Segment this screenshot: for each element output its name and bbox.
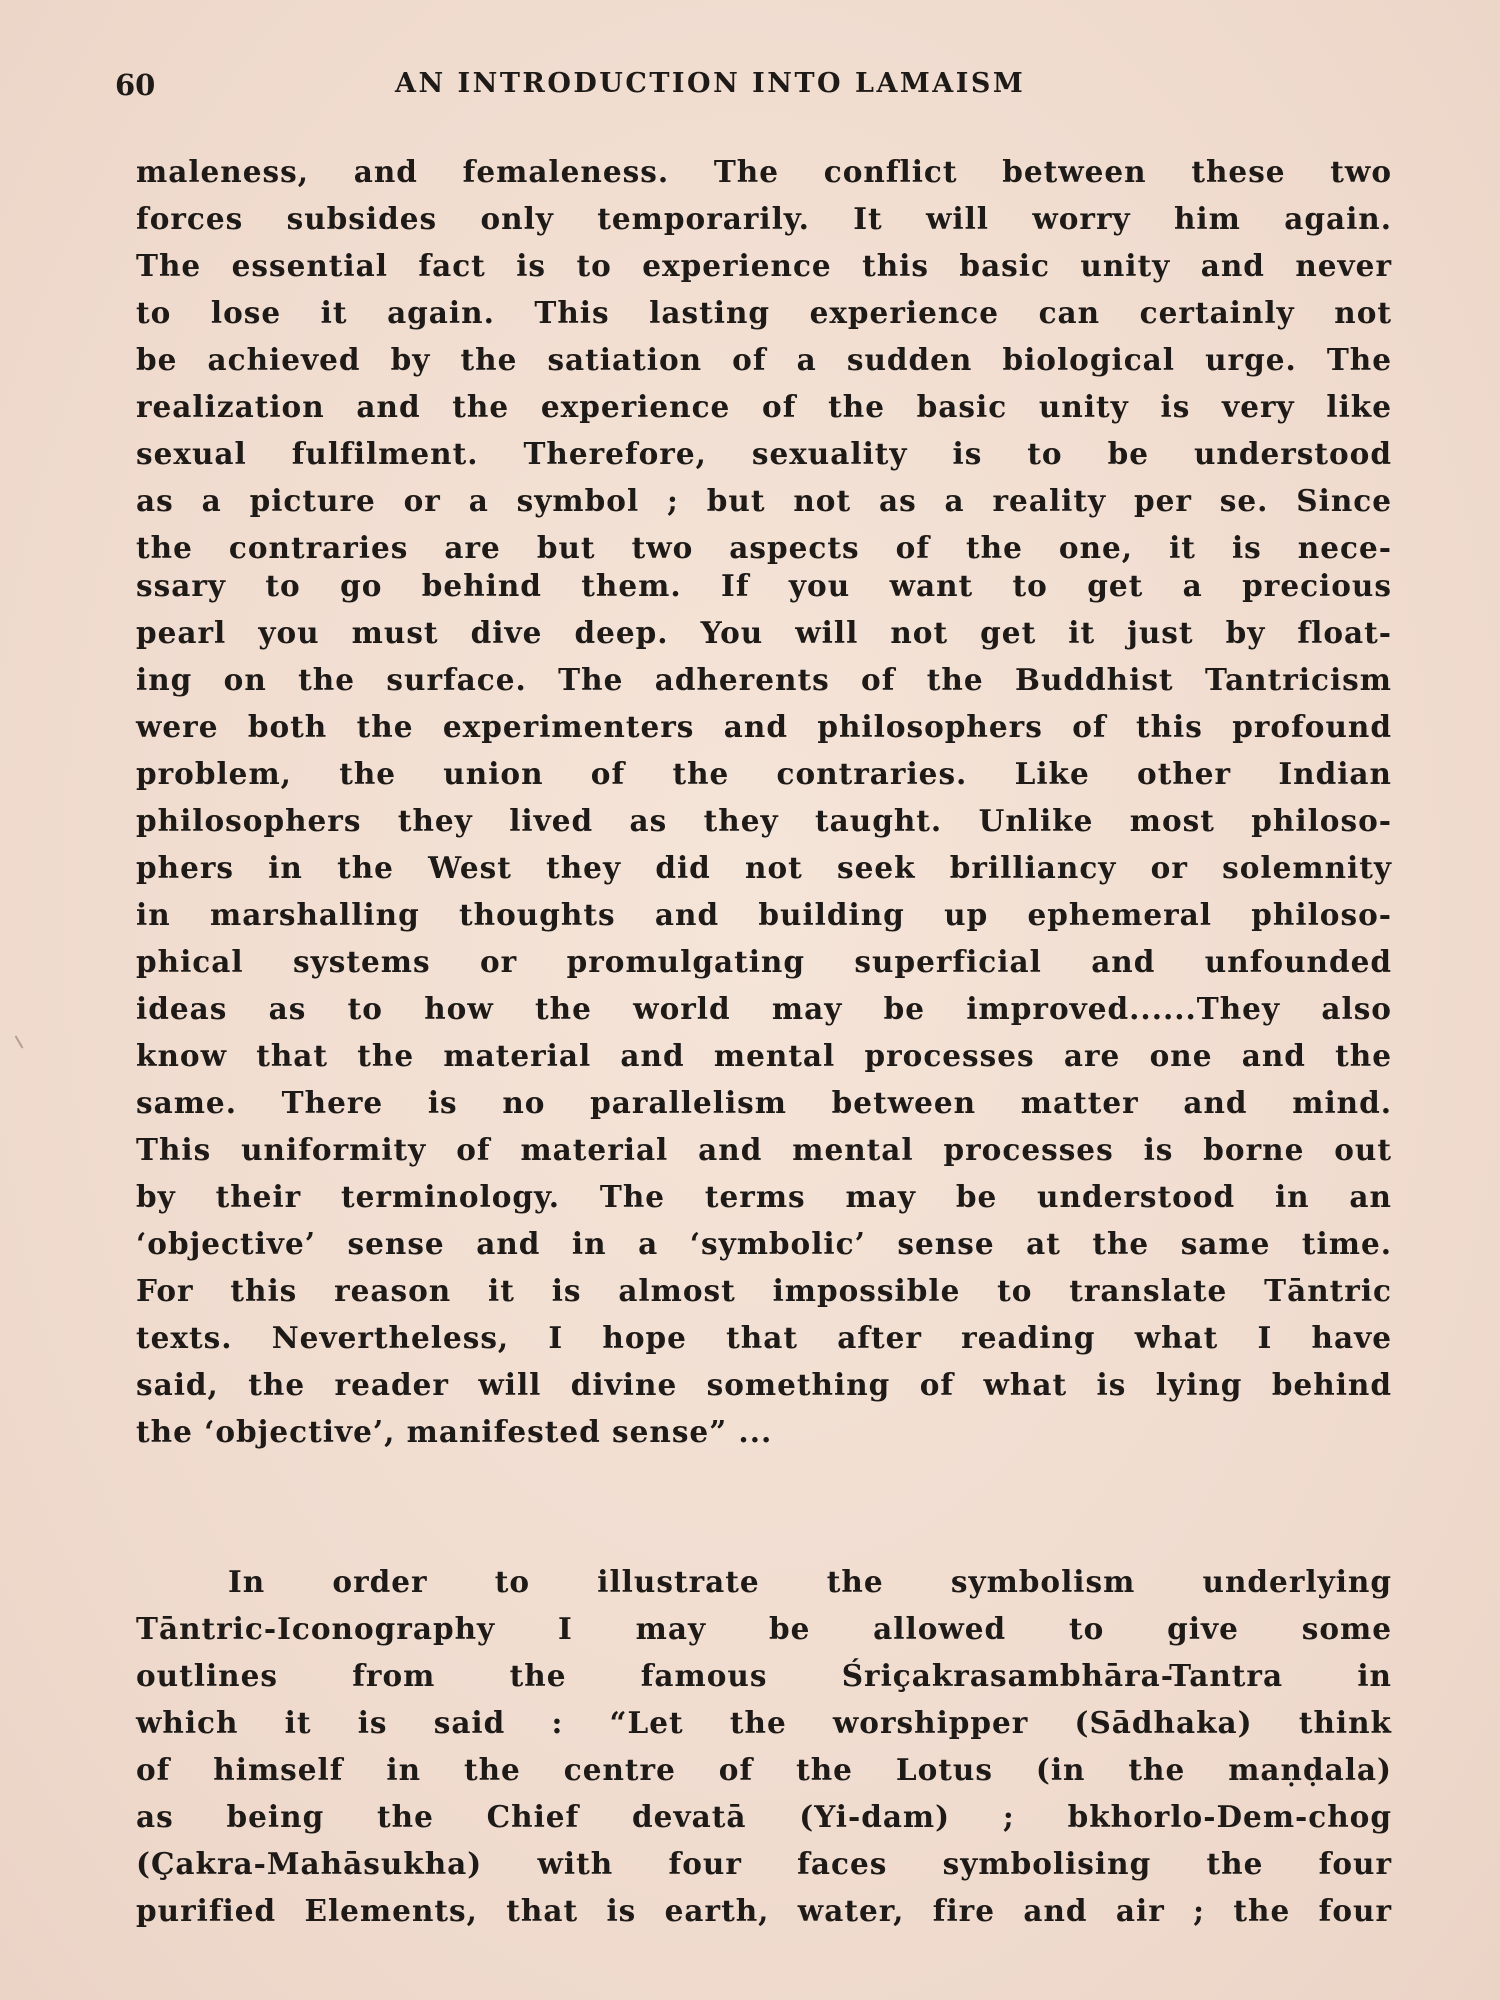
text-line: by their terminology. The terms may be understood in an — [136, 1179, 1392, 1214]
page-header — [115, 68, 1390, 108]
text-line: philosophers they lived as they taught. Unlike most philoso- — [136, 803, 1392, 838]
text-line: Tāntric-Iconography I may be allowed to give some — [136, 1611, 1392, 1646]
paper-speck — [15, 1035, 24, 1048]
text-line: as a picture or a symbol ; but not as a reality per se. Since — [136, 483, 1392, 518]
text-line: the ‘objective’, manifested sense” ... — [136, 1414, 773, 1449]
text-line: be achieved by the satiation of a sudden biological urge. The — [136, 342, 1392, 377]
text-line: phical systems or promulgating superficial and unfounded — [136, 944, 1392, 979]
text-line: of himself in the centre of the Lotus (in the maṇḍala) — [136, 1752, 1392, 1787]
text-line: ssary to go behind them. If you want to get a precious — [136, 568, 1392, 603]
text-line: maleness, and femaleness. The conflict between these two — [136, 154, 1392, 189]
text-line: The essential fact is to experience this basic unity and never — [136, 248, 1392, 283]
text-line: This uniformity of material and mental processes is borne out — [136, 1132, 1392, 1167]
text-line: ‘objective’ sense and in a ‘symbolic’ sense at the same time. — [136, 1226, 1392, 1261]
text-line: were both the experimenters and philosophers of this profound — [136, 709, 1392, 744]
text-line: in marshalling thoughts and building up ephemeral philoso- — [136, 897, 1392, 932]
text-line: purified Elements, that is earth, water, fire and air ; the four — [136, 1893, 1392, 1928]
page-number: 60 — [115, 68, 156, 102]
text-line: (Çakra-Mahāsukha) with four faces symbolising the four — [136, 1846, 1392, 1881]
text-line: forces subsides only temporarily. It will worry him again. — [136, 201, 1392, 236]
text-line: For this reason it is almost impossible to translate Tāntric — [136, 1273, 1392, 1308]
text-line: said, the reader will divine something of what is lying behind — [136, 1367, 1392, 1402]
running-head: AN INTRODUCTION INTO LAMAISM — [395, 68, 1026, 99]
text-line: problem, the union of the contraries. Like other Indian — [136, 756, 1392, 791]
text-line: phers in the West they did not seek brilliancy or solemnity — [136, 850, 1392, 885]
text-line: pearl you must dive deep. You will not get it just by float- — [136, 615, 1392, 650]
text-line: sexual fulfilment. Therefore, sexuality is to be understood — [136, 436, 1392, 471]
text-line: as being the Chief devatā (Yi-dam) ; bkhorlo-Dem-chog — [136, 1799, 1392, 1834]
text-line: same. There is no parallelism between matter and mind. — [136, 1085, 1392, 1120]
text-line: which it is said : “Let the worshipper (Sādhaka) think — [136, 1705, 1392, 1740]
text-line: realization and the experience of the basic unity is very like — [136, 389, 1392, 424]
text-line: outlines from the famous Śriçakrasambhāra-Tantra in — [136, 1658, 1392, 1693]
text-line: texts. Nevertheless, I hope that after reading what I have — [136, 1320, 1392, 1355]
text-line: ideas as to how the world may be improved......They also — [136, 991, 1392, 1026]
text-line: to lose it again. This lasting experience can certainly not — [136, 295, 1392, 330]
text-line: ing on the surface. The adherents of the Buddhist Tantricism — [136, 662, 1392, 697]
text-line: know that the material and mental processes are one and the — [136, 1038, 1392, 1073]
text-line: the contraries are but two aspects of the one, it is nece- — [136, 530, 1392, 565]
text-line: In order to illustrate the symbolism underlying — [228, 1564, 1392, 1599]
